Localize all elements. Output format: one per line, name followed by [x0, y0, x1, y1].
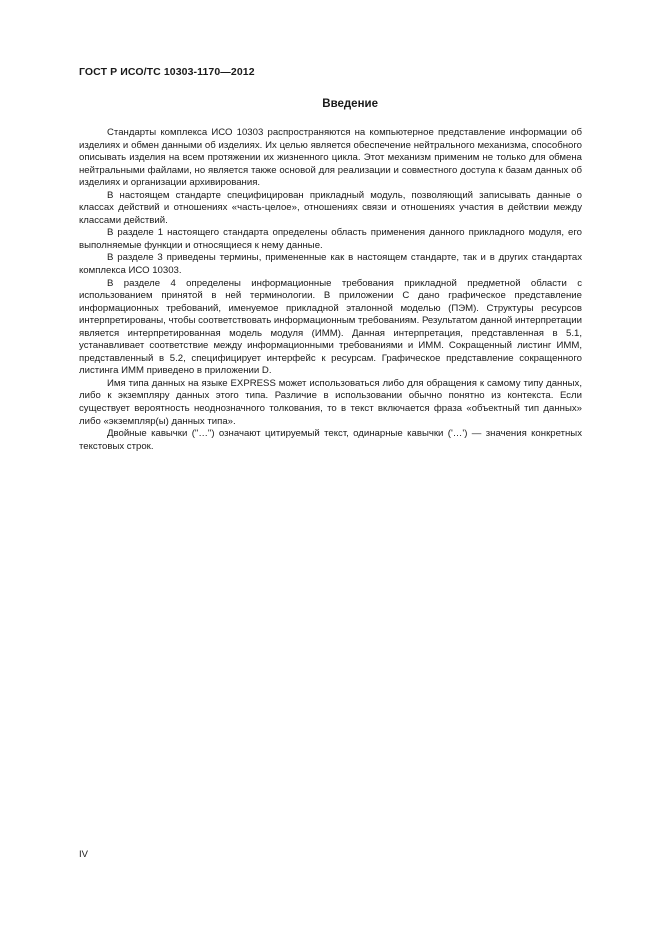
paragraph-section-4: В разделе 4 определены информационные требования прикладной предметной области с использованием принятой в ней терминологии. В приложении С дано графическое представление информационных требований, именуемое прикладной эталонной моделью (ПЭМ). Структуры ресурсов интерпретированы, чтобы соответствовать информационным требованиям. Результатом данной интерпретации является интерпретированная модель модуля (ИММ). Данная интерпретация, представленная в 5.1, устанавливает соответствие между информационными требованиями и ИММ. Сокращенный листинг ИММ, представленный в 5.2, специфицирует интерфейс к ресурсам. Графическое представление сокращенного листинга ИММ приведено в приложении D.: [79, 277, 582, 377]
section-title-container: [79, 98, 582, 110]
paragraph-scope: Стандарты комплекса ИСО 10303 распространяются на компьютерное представление информации об изделиях и обмен данными об изделиях. Их целью является обеспечение нейтрального механизма, способного описывать изделия на всем протяжении их жизненного цикла. Этот механизм применим не только для обмена нейтральными файлами, но является также основой для реализации и совместного доступа к базам данных об изделиях и организации архивирования.: [79, 127, 582, 189]
page-number: IV: [79, 849, 88, 860]
paragraph-express: Имя типа данных на языке EXPRESS может использоваться либо для обращения к самому типу данных, либо к экземпляру данных этого типа. Различие в использовании обычно понятно из контекста. Если существует вероятность неоднозначного толкования, то в текст включается фраза «объектный тип данных» либо «экземпляр(ы) данных типа».: [79, 377, 582, 427]
paragraph-section-3: В разделе 3 приведены термины, примененные как в настоящем стандарте, так и в других стандартах комплекса ИСО 10303.: [79, 252, 582, 277]
introduction-body: [79, 127, 582, 453]
paragraph-section-1: В разделе 1 настоящего стандарта определены область применения данного прикладного модуля, его выполняемые функции и относящиеся к нему данные.: [79, 227, 582, 251]
paragraph-module: В настоящем стандарте специфицирован прикладный модуль, позволяющий записывать данные о классах действий и отношениях «часть-целое», отношениях связи и отношениях участия в действии между классами действий.: [79, 189, 582, 226]
document-code-header: ГОСТ Р ИСО/ТС 10303-1170—2012: [79, 66, 255, 78]
section-title: Введение: [322, 98, 378, 110]
paragraph-quotes: Двойные кавычки ("…") означают цитируемый текст, одинарные кавычки ('…') — значения конкретных текстовых строк.: [79, 428, 582, 452]
